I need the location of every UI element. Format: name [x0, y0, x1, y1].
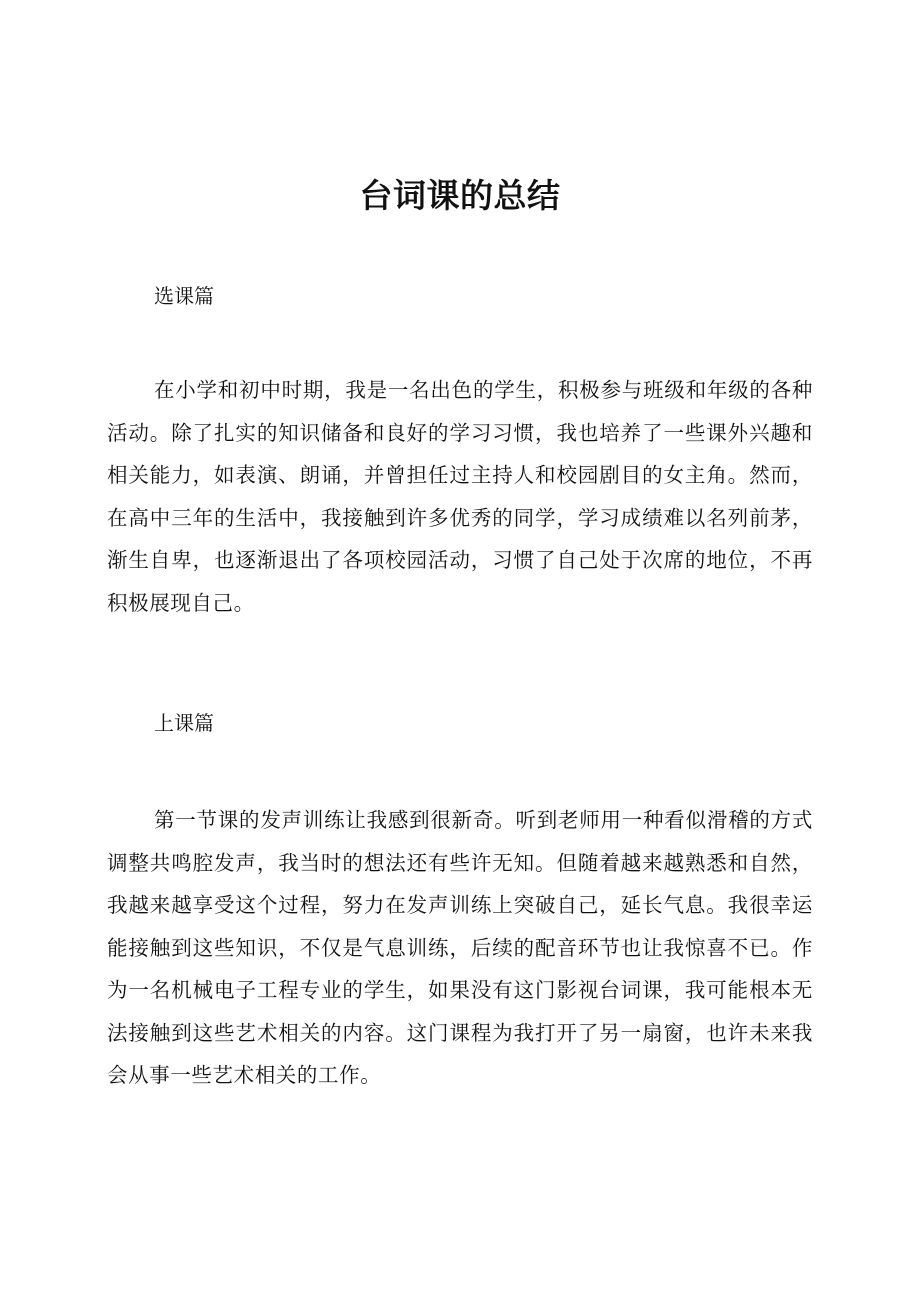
section-heading-in-class: 上课篇 — [154, 711, 214, 735]
section-paragraph-course-selection: 在小学和初中时期，我是一名出色的学生，积极参与班级和年级的各种活动。除了扎实的知识储备和良好的学习习惯，我也培养了一些课外兴趣和相关能力，如表演、朗诵，并曾担任过主持人和校园剧目的女主角。然而，在高中三年的生活中，我接触到许多优秀的同学，学习成绩难以名列前茅，渐生自卑，也逐渐退出了各项校园活动，习惯了自己处于次席的地位，不再积极展现自己。 — [107, 378, 813, 615]
section-heading-course-selection: 选课篇 — [154, 284, 214, 308]
document-title: 台词课的总结 — [359, 176, 561, 215]
section-paragraph-in-class: 第一节课的发声训练让我感到很新奇。听到老师用一种看似滑稽的方式调整共鸣腔发声，我当时的想法还有些许无知。但随着越来越熟悉和自然，我越来越享受这个过程，努力在发声训练上突破自己，延长气息。我很幸运能接触到这些知识，不仅是气息训练，后续的配音环节也让我惊喜不已。作为一名机械电子工程专业的学生，如果没有这门影视台词课，我可能根本无法接触到这些艺术相关的内容。这门课程为我打开了另一扇窗，也许未来我会从事一些艺术相关的工作。 — [107, 808, 813, 1087]
